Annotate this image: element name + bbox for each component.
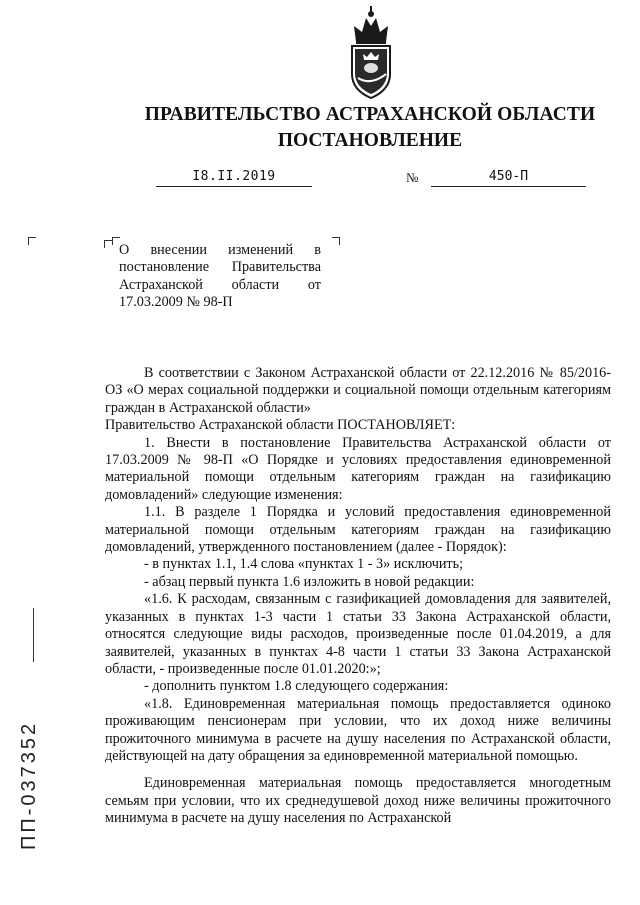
subject-corner-mark — [104, 240, 112, 248]
paragraph: «1.6. К расходам, связанным с газификацией домовладения для заявителей, указанных в пунктах 1-3 части 1 статьи 33 Закона Астраханской области, относятся следующие виды расходов, произведенные после 01.04.2019, а для заявителей, указанных в пунктах 4-8 части 1 статьи 33 Закона Астраханской области, - произведенные после 01.01.2020:»; — [105, 591, 611, 677]
paragraph: - в пунктах 1.1, 1.4 слова «пунктах 1 - 3» исключить; — [144, 556, 464, 573]
government-title: ПРАВИТЕЛЬСТВО АСТРАХАНСКОЙ ОБЛАСТИ — [144, 104, 596, 125]
paragraph: - абзац первый пункта 1.6 изложить в новой редакции: — [144, 573, 475, 590]
margin-corner-mark — [28, 237, 36, 245]
paragraph: - дополнить пунктом 1.8 следующего содержания: — [144, 678, 449, 695]
document-date: I8.II.2019 — [156, 169, 312, 187]
number-label: № — [406, 170, 419, 185]
subject-corner-mark — [332, 237, 340, 245]
paragraph: 1.1. В разделе 1 Порядка и условий предоставления единовременной материальной помощи отдельным категориям граждан на газификацию домовладений, утвержденного постановлением (далее - Порядок): — [105, 504, 611, 556]
document-body — [105, 365, 611, 828]
coat-of-arms-emblem — [336, 4, 406, 102]
paragraph: 1. Внести в постановление Правительства Астраханской области от 17.03.2009 № 98-П «О Порядке и условиях предоставления единовременной материальной помощи отдельным категориям граждан на газификацию домовладений» следующие изменения: — [105, 434, 611, 503]
paragraph: Правительство Астраханской области ПОСТАНОВЛЯЕТ: — [105, 417, 456, 434]
document-type: ПОСТАНОВЛЕНИЕ — [277, 130, 463, 151]
document-subject: О внесении изменений в постановление Правительства Астраханской области от 17.03.2009 № 98-П — [119, 242, 321, 310]
margin-line — [33, 608, 34, 662]
paragraph: Единовременная материальная помощь предоставляется многодетным семьям при условии, что их среднедушевой доход ниже величины прожиточного минимума в расчете на душу населения по Астраханской — [105, 775, 611, 827]
document-number: 450-П — [431, 169, 586, 187]
paragraph: В соответствии с Законом Астраханской области от 22.12.2016 № 85/2016-ОЗ «О мерах социальной поддержки и социальной помощи отдельным категориям граждан в Астраханской области» — [105, 365, 611, 416]
paragraph: «1.8. Единовременная материальная помощь предоставляется одиноко проживающим пенсионерам при условии, что их доход ниже величины прожиточного минимума в расчете на душу населения по Астраханской области, действующей на дату обращения за единовременной материальной помощью. — [105, 695, 611, 764]
form-serial-number: ПП-037352 — [18, 720, 40, 850]
